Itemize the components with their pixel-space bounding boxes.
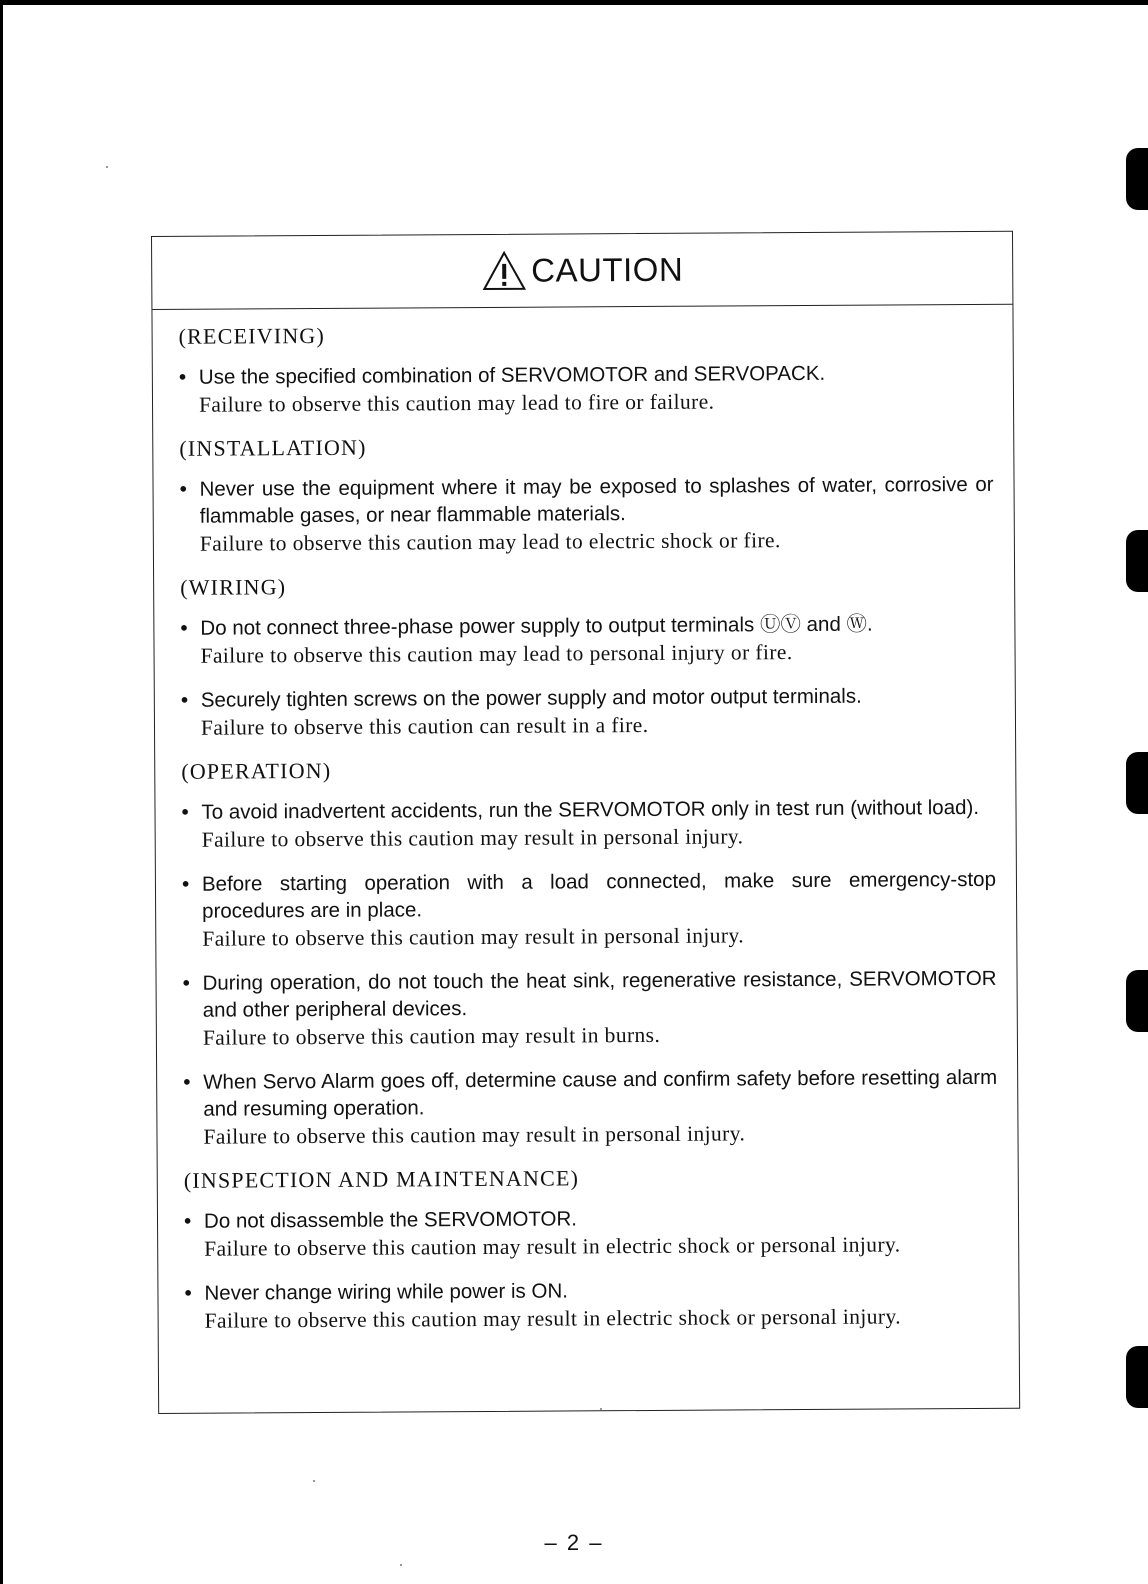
section-installation (179, 431, 994, 558)
section-wiring (180, 570, 995, 742)
bullet: • (182, 971, 190, 995)
margin-registration-mark (1126, 970, 1148, 1032)
margin-registration-mark (1126, 1346, 1148, 1408)
instruction-text: Securely tighten screws on the power supply and motor output terminals. (200, 684, 862, 712)
scan-speck (106, 166, 108, 168)
bullet: • (178, 365, 187, 389)
bullet: • (180, 616, 188, 640)
consequence-text: Failure to observe this caution may result in burns. (202, 1022, 661, 1050)
caution-item (179, 359, 993, 419)
bullet: • (181, 872, 190, 896)
caution-item (182, 965, 996, 1052)
instruction-text: During operation, do not touch the heat sink, regenerative resistance, SERVOMOTOR and other peripheral devices. (202, 966, 997, 1022)
instruction-text: To avoid inadvertent accidents, run the SERVOMOTOR only in test run (without load). (201, 795, 980, 824)
section-heading: (INSPECTION AND MAINTENANCE) (183, 1165, 580, 1193)
caution-item (180, 610, 994, 670)
caution-title (481, 249, 683, 292)
caution-item (181, 794, 995, 854)
margin-registration-mark (1126, 530, 1148, 592)
section-inspection-maintenance (184, 1163, 999, 1335)
consequence-text: Failure to observe this caution may lead to personal injury or fire. (200, 640, 793, 668)
section-heading: (OPERATION) (181, 757, 332, 784)
caution-item (184, 1203, 998, 1263)
page-left-edge (0, 0, 3, 1584)
page-top-edge (0, 0, 1148, 5)
consequence-text: Failure to observe this caution may result in electric shock or personal injury. (204, 1232, 901, 1261)
bullet: • (183, 1070, 191, 1094)
bullet: • (184, 1281, 192, 1305)
scan-speck (313, 1480, 315, 1482)
section-operation (181, 754, 997, 1151)
instruction-text: Never use the equipment where it may be exposed to splashes of water, corrosive or flammable gases, or near flammable materials. (199, 472, 994, 528)
section-heading: (INSTALLATION) (179, 434, 367, 461)
scan-speck (400, 1564, 402, 1566)
caution-item (183, 1064, 997, 1151)
bullet: • (183, 1209, 192, 1233)
instruction-text: Do not disassemble the SERVOMOTOR. (203, 1207, 578, 1233)
bullet: • (180, 688, 189, 712)
consequence-text: Failure to observe this caution may result in personal injury. (202, 923, 745, 951)
consequence-text: Failure to observe this caution can result in a fire. (200, 712, 649, 740)
consequence-text: Failure to observe this caution may lead to electric shock or fire. (199, 528, 781, 556)
section-receiving (179, 319, 994, 419)
bullet: • (179, 477, 187, 501)
instruction-text: Use the specified combination of SERVOMOTOR and SERVOPACK. (198, 361, 826, 389)
caution-item (184, 1275, 998, 1335)
consequence-text: Failure to observe this caution may result in personal injury. (201, 824, 744, 852)
caution-item (181, 682, 995, 742)
margin-registration-mark (1126, 148, 1148, 210)
caution-content (152, 305, 1018, 1335)
caution-item (179, 471, 993, 558)
caution-item (182, 866, 996, 953)
margin-registration-mark (1126, 752, 1148, 814)
instruction-text: Never change wiring while power is ON. (204, 1279, 568, 1305)
consequence-text: Failure to observe this caution may lead to fire or failure. (198, 389, 715, 417)
caution-title-text: CAUTION (531, 250, 684, 289)
page-number: – 2 – (544, 1530, 604, 1555)
consequence-text: Failure to observe this caution may result in personal injury. (203, 1121, 746, 1149)
warning-triangle-icon (481, 250, 527, 292)
instruction-text: When Servo Alarm goes off, determine cause and confirm safety before resetting alarm and resuming operation. (203, 1065, 998, 1121)
caution-header (152, 232, 1012, 310)
section-heading: (WIRING) (180, 574, 287, 600)
caution-box (151, 231, 1020, 1414)
instruction-text: Do not connect three-phase power supply to output terminals ⓊⓋ and Ⓦ. (200, 612, 873, 640)
instruction-text: Before starting operation with a load connected, make sure emergency-stop procedures are in place. (201, 867, 997, 923)
consequence-text: Failure to observe this caution may result in electric shock or personal injury. (204, 1304, 902, 1333)
bullet: • (181, 800, 189, 824)
section-heading: (RECEIVING) (178, 322, 326, 349)
